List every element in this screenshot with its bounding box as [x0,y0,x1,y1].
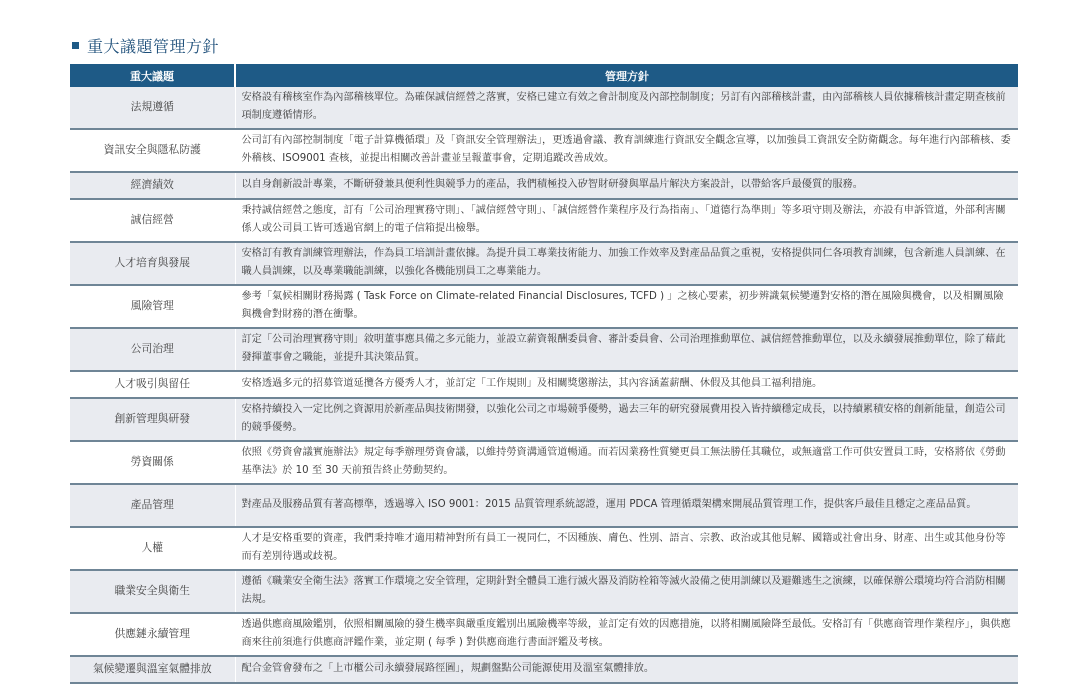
page-title: 重大議題管理方針 [87,37,220,56]
policy-cell: 安格訂有教育訓練管理辦法，作為員工培訓計畫依據。為提升員工專業技術能力、加強工作效率及對產品品質之重視，安格提供同仁各項教育訓練，包含新進人員訓練、在職人員訓練，以及專業職能訓練，以強化各機能別員工之專業能力。 [235,242,1018,285]
table-row [70,172,1018,199]
table-row [70,484,1018,527]
table-row [70,285,1018,328]
policy-cell: 以自身創新設計專業，不斷研發兼具便利性與競爭力的產品，我們積極投入矽智財研發與單晶片解決方案設計，以帶給客戶最優質的服務。 [235,172,1018,199]
policy-cell: 參考「氣候相關財務揭露 ( Task Force on Climate-related Financial Disclosures, TCFD ) 」之核心要素，初步辨識氣候變遷對安格的潛在風險與機會，以及相關風險與機會對財務的潛在衝擊。 [235,285,1018,328]
table-row [70,613,1018,656]
topic-cell: 職業安全與衛生 [70,570,235,613]
topic-cell: 法規遵循 [70,87,235,129]
topic-cell: 氣候變遷與溫室氣體排放 [70,656,235,683]
policy-cell: 安格持續投入一定比例之資源用於新產品與技術開發，以強化公司之市場競爭優勢，過去三年的研究發展費用投入皆持續穩定成長，以持續累積安格的創新能量，創造公司的競爭優勢。 [235,398,1018,441]
policy-cell: 遵循《職業安全衛生法》落實工作環境之安全管理，定期針對全體員工進行滅火器及消防栓箱等滅火設備之使用訓練以及避難逃生之演練，以確保辦公環境均符合消防相關法規。 [235,570,1018,613]
section-title [72,34,219,57]
table-row [70,656,1018,683]
table-row [70,328,1018,371]
policy-cell: 配合金管會發布之「上市櫃公司永續發展路徑圖」，規劃盤點公司能源使用及溫室氣體排放。 [235,656,1018,683]
column-header-topic: 重大議題 [70,64,235,87]
policy-cell: 訂定「公司治理實務守則」敘明董事應具備之多元能力，並設立薪資報酬委員會、審計委員會、公司治理推動單位、誠信經營推動單位，以及永續發展推動單位，除了藉此發揮董事會之職能，並提升其決策品質。 [235,328,1018,371]
policy-cell: 依照《勞資會議實施辦法》規定每季辦理勞資會議，以維持勞資溝通管道暢通。而若因業務性質變更員工無法勝任其職位，或無適當工作可供安置員工時，安格將依《勞動基準法》於 10 至 30 天前預告終止勞動契約。 [235,441,1018,484]
policy-cell: 公司訂有內部控制制度「電子計算機循環」及「資訊安全管理辦法」，更透過會議、教育訓練進行資訊安全觀念宣導，以加強員工資訊安全防衛觀念。每年進行內部稽核、委外稽核、ISO9001 查核，並提出相關改善計畫並呈報董事會，定期追蹤改善成效。 [235,129,1018,172]
topic-cell: 人才培育與發展 [70,242,235,285]
topic-cell: 人才吸引與留任 [70,371,235,398]
policy-cell: 安格透過多元的招募管道延攬各方優秀人才，並訂定「工作規則」及相關獎懲辦法，其內容涵蓋薪酬、休假及其他員工福利措施。 [235,371,1018,398]
table-row [70,87,1018,129]
table-row [70,371,1018,398]
column-header-policy: 管理方針 [235,64,1018,87]
square-bullet-icon [72,42,79,49]
policy-cell: 透過供應商風險鑑別，依照相關風險的發生機率與嚴重度鑑別出風險機率等級，並訂定有效的因應措施，以將相關風險降至最低。安格訂有「供應商管理作業程序」，與供應商來往前須進行供應商評鑑作業，並定期 ( 每季 ) 對供應商進行書面評鑑及考核。 [235,613,1018,656]
topic-cell: 勞資關係 [70,441,235,484]
policy-cell: 安格設有稽核室作為內部稽核單位。為確保誠信經營之落實，安格已建立有效之會計制度及內部控制制度；另訂有內部稽核計畫，由內部稽核人員依據稽核計畫定期查核前項制度遵循情形。 [235,87,1018,129]
topic-cell: 公司治理 [70,328,235,371]
topic-cell: 產品管理 [70,484,235,527]
table-row [70,441,1018,484]
topic-cell: 資訊安全與隱私防護 [70,129,235,172]
table-row [70,570,1018,613]
topic-cell: 人權 [70,527,235,570]
table-row [70,129,1018,172]
policy-cell: 人才是安格重要的資產，我們秉持唯才適用精神對所有員工一視同仁，不因種族、膚色、性別、語言、宗教、政治或其他見解、國籍或社會出身、財產、出生或其他身份等而有差別待遇或歧視。 [235,527,1018,570]
policy-cell: 對產品及服務品質有著高標準，透過導入 ISO 9001：2015 品質管理系統認證，運用 PDCA 管理循環架構來開展品質管理工作，提供客戶最佳且穩定之產品品質。 [235,484,1018,527]
topic-cell: 誠信經營 [70,199,235,242]
table-row [70,242,1018,285]
topic-cell: 創新管理與研發 [70,398,235,441]
table-row [70,527,1018,570]
table-row [70,199,1018,242]
topic-cell: 供應鏈永續管理 [70,613,235,656]
table-header-row [70,64,1018,87]
material-issues-table [70,64,1018,684]
table-row [70,398,1018,441]
policy-cell: 秉持誠信經營之態度，訂有「公司治理實務守則」、「誠信經營守則」、「誠信經營作業程序及行為指南」、「道德行為準則」等多項守則及辦法，亦設有申訴管道，外部利害關係人或公司員工皆可透過官網上的電子信箱提出檢舉。 [235,199,1018,242]
topic-cell: 經濟績效 [70,172,235,199]
topic-cell: 風險管理 [70,285,235,328]
